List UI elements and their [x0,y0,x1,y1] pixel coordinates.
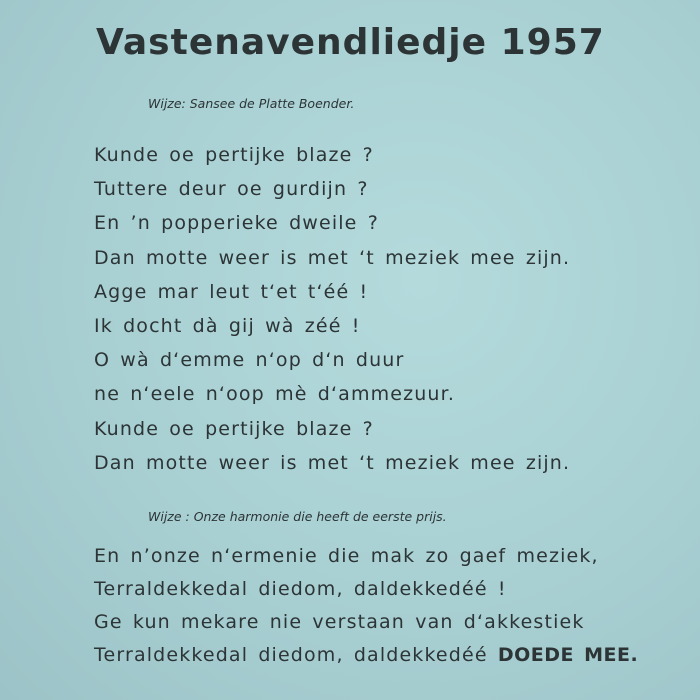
verse-2 [94,542,638,674]
melody-note-1: Wijze: Sansee de Platte Boender. [148,96,355,111]
verse-2-last-line-text: Terraldekkedal diedom, daldekkedéé [94,644,488,666]
verse-2-line: En n’onze n‘ermenie die mak zo gaef meziek, [94,545,599,567]
verse-1 [94,141,570,483]
verse-1-line: Tuttere deur oe gurdijn ? [94,178,369,201]
verse-2-last-line-bold: DOEDE MEE. [497,644,639,666]
verse-1-line: ne n‘eele n‘oop mè d‘ammezuur. [94,383,456,406]
verse-2-line: Ge kun mekare nie verstaan van d‘akkestiek [94,611,585,633]
verse-1-line: Dan motte weer is met ‘t meziek mee zijn. [94,246,571,269]
melody-note-2: Wijze : Onze harmonie die heeft de eerste prijs. [148,509,447,524]
verse-1-line: Kunde oe pertijke blaze ? [94,144,374,166]
verse-1-line: En ’n popperieke dweile ? [94,212,379,235]
verse-1-line: Ik docht dà gij wà zéé ! [94,314,361,337]
page-title: Vastenavendliedje 1957 [96,22,605,63]
verse-1-line: Dan motte weer is met ‘t meziek mee zijn. [94,451,571,474]
verse-2-last-line [94,641,638,674]
verse-1-line: Agge mar leut t‘et t‘éé ! [94,280,369,303]
verse-1-line: O wà d‘emme n‘op d‘n duur [94,349,405,372]
verse-1-line: Kunde oe pertijke blaze ? [94,417,374,440]
verse-2-line: Terraldekkedal diedom, daldekkedéé ! [94,578,507,600]
